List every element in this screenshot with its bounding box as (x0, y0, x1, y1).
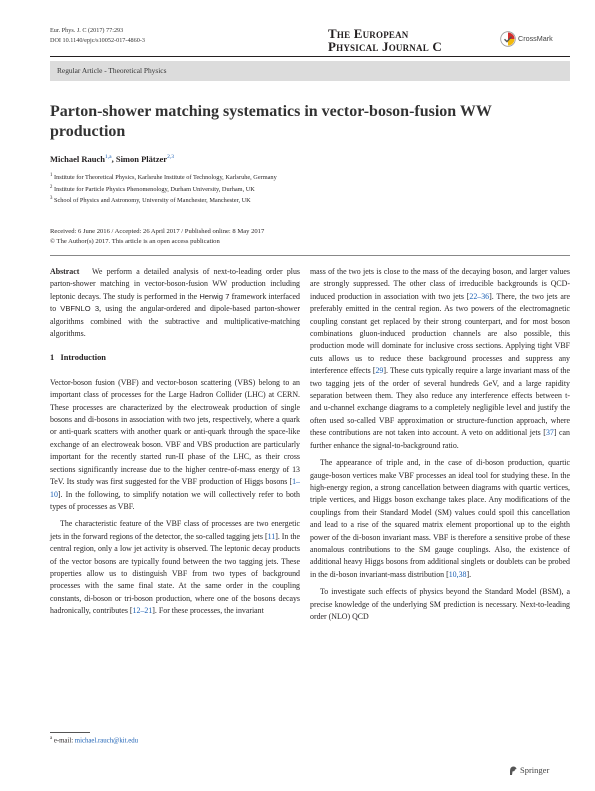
publisher-name: Springer (520, 765, 550, 775)
citation: Eur. Phys. J. C (2017) 77:293 (50, 27, 124, 34)
citation-link[interactable]: 12–21 (132, 606, 153, 616)
article-title: Parton-shower matching systematics in vector-boson-fusion WW production (50, 103, 492, 140)
divider (50, 255, 570, 256)
citation-link[interactable]: 37 (545, 428, 554, 438)
doi[interactable]: DOI 10.1140/epjc/s10052-017-4860-3 (50, 37, 145, 44)
paragraph: Vector-boson fusion (VBF) and vector-boson scattering (VBS) belong to an important class of processes for the Large Hadron Collider (LHC) at CERN. These processes are characterized by the electroweak production of single bosons and di-bosons in association with two jets, respectively, where a quark or anti-quark scatters with another quark or anti-quark through the space-like exchange of an electroweak boson. VBF and VBS production are particularly important for the recently started run-II phase of the LHC, as their cross sections significantly increase due to the higher centre-of-mass energy of 13 TeV. Its study was first suggested for the VBF production of Higgs bosons [1–10]. In the following, to simplify notation we will collectively refer to both types of processes as VBF. (50, 377, 300, 511)
section-heading: 1 Introduction (50, 353, 106, 363)
software-name: VBFNLO 3 (60, 304, 100, 314)
citation-link[interactable]: 11 (267, 531, 276, 541)
author-affiliation-sup[interactable]: 1,a (105, 154, 112, 161)
footnote-rule (50, 732, 90, 733)
affiliations (50, 171, 510, 206)
copyright-notice: © The Author(s) 2017. This article is an open access publication (50, 238, 220, 245)
affiliation-item: $^3$ School of Physics and Astronomy, University of Manchester, Manchester, UK (50, 196, 251, 205)
footnote: $^a$ e-mail: michael.rauch@kit.edu (50, 736, 139, 745)
crossmark-label: CrossMark (518, 34, 553, 43)
abstract-label: Abstract (50, 267, 80, 276)
article-type: Regular Article - Theoretical Physics (57, 66, 167, 75)
journal-name-line1: The European (328, 26, 409, 41)
citation-link[interactable]: 1–10 (50, 477, 300, 499)
paragraph: The characteristic feature of the VBF class of processes are two energetic jets in the forward regions of the detector, the so-called tagging jets [11]. In the central region, only a low jet activity is observed. The leptonic decay products of the vector bosons are typically found between the two tagging jets. These properties allow us to distinguish VBF from two types of background processes with the same final state. At the same order in the coupling constants, di-boson or tri-boson production, where one of the bosons decays hadronically, contributes [12–21]. For these processes, the invariant (50, 519, 300, 616)
publication-dates: Received: 6 June 2016 / Accepted: 26 April 2017 / Published online: 8 May 2017 (50, 228, 265, 235)
citation-link[interactable]: 10,38 (448, 569, 467, 579)
affiliation-item: $^2$ Institute for Particle Physics Phenomenology, Durham University, Durham, UK (50, 184, 255, 193)
right-column (310, 266, 570, 628)
article-type-band (50, 61, 570, 81)
paragraph: The appearance of triple and, in the case of di-boson production, quartic gauge-boson vertices make VBF processes an ideal tool for studying these. In the high-energy region, a strong cancellation between diagrams with quartic vertices, triple vertices, and Higgs boson exchange takes place. Any modifications of the couplings from their Standard Model (SM) values could spoil this cancellation and lead to a rise of the squared matrix element proportional up to the eighth power of the di-boson invariant mass. VBF is therefore a sensitive probe of these anomalous contributions to the SM gauge couplings. Also, the existence of additional heavy Higgs bosons from additional singlets or doublets can be probed in the di-boson invariant-mass distribution [10,38]. (310, 458, 570, 579)
header-rule (50, 56, 570, 57)
author-separator: , (111, 154, 116, 164)
crossmark-icon (500, 31, 516, 47)
software-name: Herwig 7 (199, 291, 230, 301)
author-list (50, 154, 174, 164)
email-link[interactable]: michael.rauch@kit.edu (74, 737, 139, 745)
citation-link[interactable]: 22–36 (469, 291, 490, 301)
citation-link[interactable]: 29 (375, 366, 384, 376)
paragraph: To investigate such effects of physics beyond the Standard Model (BSM), a precise knowledge of the underlying SM prediction is necessary. Next-to-leading order (NLO) QCD (310, 587, 570, 621)
springer-horse-icon (508, 765, 518, 776)
affiliation-item: $^1$ Institute for Theoretical Physics, Karlsruhe Institute of Technology, Karlsruhe, Germany (50, 173, 277, 182)
crossmark-badge[interactable] (500, 31, 570, 47)
abstract: Abstract We perform a detailed analysis of next-to-leading order plus parton-shower matching in vector-boson-fusion WW production including leptonic decays. The study is performed in the Herwig 7 framework interfaced to VBFNLO 3, using the angular-ordered and dipole-based parton-shower algorithms combined with the subtractive and multiplicative-matching algorithms. (50, 267, 300, 339)
author-affiliation-sup[interactable]: 2,3 (167, 154, 174, 161)
author-name[interactable]: Michael Rauch (50, 154, 106, 164)
author-name[interactable]: Simon Plätzer (115, 154, 168, 164)
left-column (50, 266, 300, 623)
journal-name-line2: Physical Journal C (328, 39, 442, 54)
paragraph: mass of the two jets is close to the mass of the decaying boson, and larger values are strongly suppressed. The other class of irreducible backgrounds is QCD-induced production in association with two jets [22–36]. There, the two jets are preferably emitted in the central region. As two powers of the electromagnetic coupling constant get replaced by their strong counterpart, and for most boson combinations gluon-induced production channels are also possible, this production mode will dominate for inclusive cross sections. Applying tight VBF cuts allows us to reduce these background processes and suppress any interference effects [29]. These cuts typically require a large invariant mass of the two tagging jets of the order of several hundreds GeV, and a large rapidity separation between them. They also reduce any interference effects between t- and u-channel exchange diagrams to a completely negligible level and justify the often used so-called VBF approximation or structure-function approach, where these contributions are not taken into account. A veto on additional jets [37] can further enhance the signal-to-background ratio. (310, 267, 571, 450)
